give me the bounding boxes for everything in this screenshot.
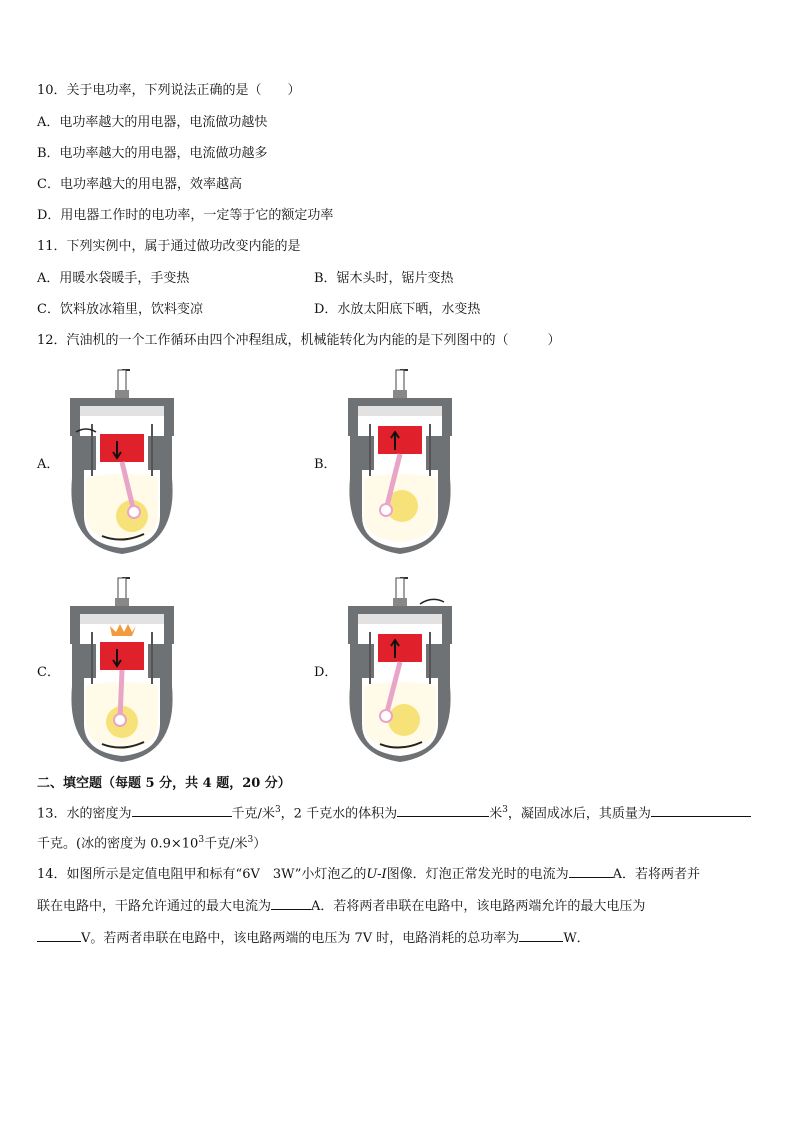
q14-blank-max-current[interactable] xyxy=(271,896,311,910)
q14-text: W． xyxy=(563,931,590,946)
q14-line1 xyxy=(37,864,700,884)
spark-plug-icon xyxy=(115,578,130,606)
q14-line3 xyxy=(37,928,590,948)
piston xyxy=(100,434,144,462)
spark-plug-icon xyxy=(393,370,408,398)
q14-blank-max-voltage[interactable] xyxy=(37,928,81,942)
q13-text: 13．水的密度为 xyxy=(37,806,132,822)
q13-sup: 3 xyxy=(198,835,205,845)
piston xyxy=(378,426,422,454)
q14-text: A．若将两者并 xyxy=(612,867,701,882)
section-heading: 二、填空题（每题 5 分，共 4 题，20 分） xyxy=(37,776,291,791)
q14-line2 xyxy=(37,896,645,916)
q14-text: 14．如图所示是定值电阻甲和标有“6V 3W”小灯泡乙的 xyxy=(37,867,367,882)
q10-option-a: A．电功率越大的用电器，电流做功越快 xyxy=(37,115,268,130)
q12-label-a: A． xyxy=(37,457,60,472)
q10-option-c: C．电功率越大的用电器，效率越高 xyxy=(37,177,242,192)
q11-option-c: C．饮料放冰箱里，饮料变凉 xyxy=(37,302,203,317)
q12-stem: 12．汽油机的一个工作循环由四个冲程组成，机械能转化为内能的是下列图中的（ ） xyxy=(37,333,561,348)
q13-blank-mass[interactable] xyxy=(651,803,751,817)
q13-text: ，2 千克水的体积为 xyxy=(280,806,398,822)
spark-plug-icon xyxy=(393,578,408,606)
q13-text: ，凝固成冰后，其质量为 xyxy=(507,806,651,822)
q10-option-b: B．电功率越大的用电器，电流做功越多 xyxy=(37,146,268,161)
q14-blank-power[interactable] xyxy=(519,928,563,942)
q13-unit: 千克/米 xyxy=(204,836,248,852)
piston xyxy=(100,642,144,670)
q11-option-d: D．水放太阳底下晒，水变热 xyxy=(314,302,481,317)
q13-line1 xyxy=(37,801,751,823)
q11-option-a: A．用暖水袋暖手，手变热 xyxy=(37,271,190,286)
q13-text: ） xyxy=(253,836,267,852)
q14-text: V。若两者串联在电路中，该电路两端的电压为 7V 时，电路消耗的总功率为 xyxy=(81,931,520,946)
q14-text: 联在电路中，干路允许通过的最大电流为 xyxy=(37,899,272,914)
q12-label-d: D． xyxy=(314,665,338,680)
q13-blank-volume[interactable] xyxy=(397,803,489,817)
engine-figure-c xyxy=(62,574,182,766)
q12-label-b: B． xyxy=(314,457,337,472)
q10-option-d: D．用电器工作时的电功率，一定等于它的额定功率 xyxy=(37,208,334,223)
q13-sup: 3 xyxy=(247,835,254,845)
q10-stem: 10．关于电功率，下列说法正确的是（ ） xyxy=(37,83,301,98)
q13-unit: 千克/米 xyxy=(231,806,275,822)
crank-wheel xyxy=(388,704,420,736)
q11-option-b: B．锯木头时，锯片变热 xyxy=(314,271,454,286)
q11-stem: 11．下列实例中，属于通过做功改变内能的是 xyxy=(37,239,301,254)
engine-figure-a xyxy=(62,366,182,558)
q13-line2 xyxy=(37,831,266,853)
q14-text: A．若将两者串联在电路中，该电路两端允许的最大电压为 xyxy=(311,899,646,914)
q13-sup: 3 xyxy=(502,805,508,815)
q13-sup: 3 xyxy=(274,805,281,815)
q14-ui: U-I xyxy=(366,867,387,882)
q13-text: 千克。(冰的密度为 0.9×10 xyxy=(37,836,199,852)
piston xyxy=(378,634,422,662)
q14-blank-current[interactable] xyxy=(569,864,613,878)
engine-figure-b xyxy=(340,366,460,558)
q13-unit: 米 xyxy=(489,806,503,822)
engine-figure-d xyxy=(340,574,460,766)
q12-label-c: C． xyxy=(37,665,60,680)
spark-plug-icon xyxy=(115,370,130,398)
q13-blank-density[interactable] xyxy=(132,803,232,817)
q14-text: 图像．灯泡正常发光时的电流为 xyxy=(386,867,569,882)
